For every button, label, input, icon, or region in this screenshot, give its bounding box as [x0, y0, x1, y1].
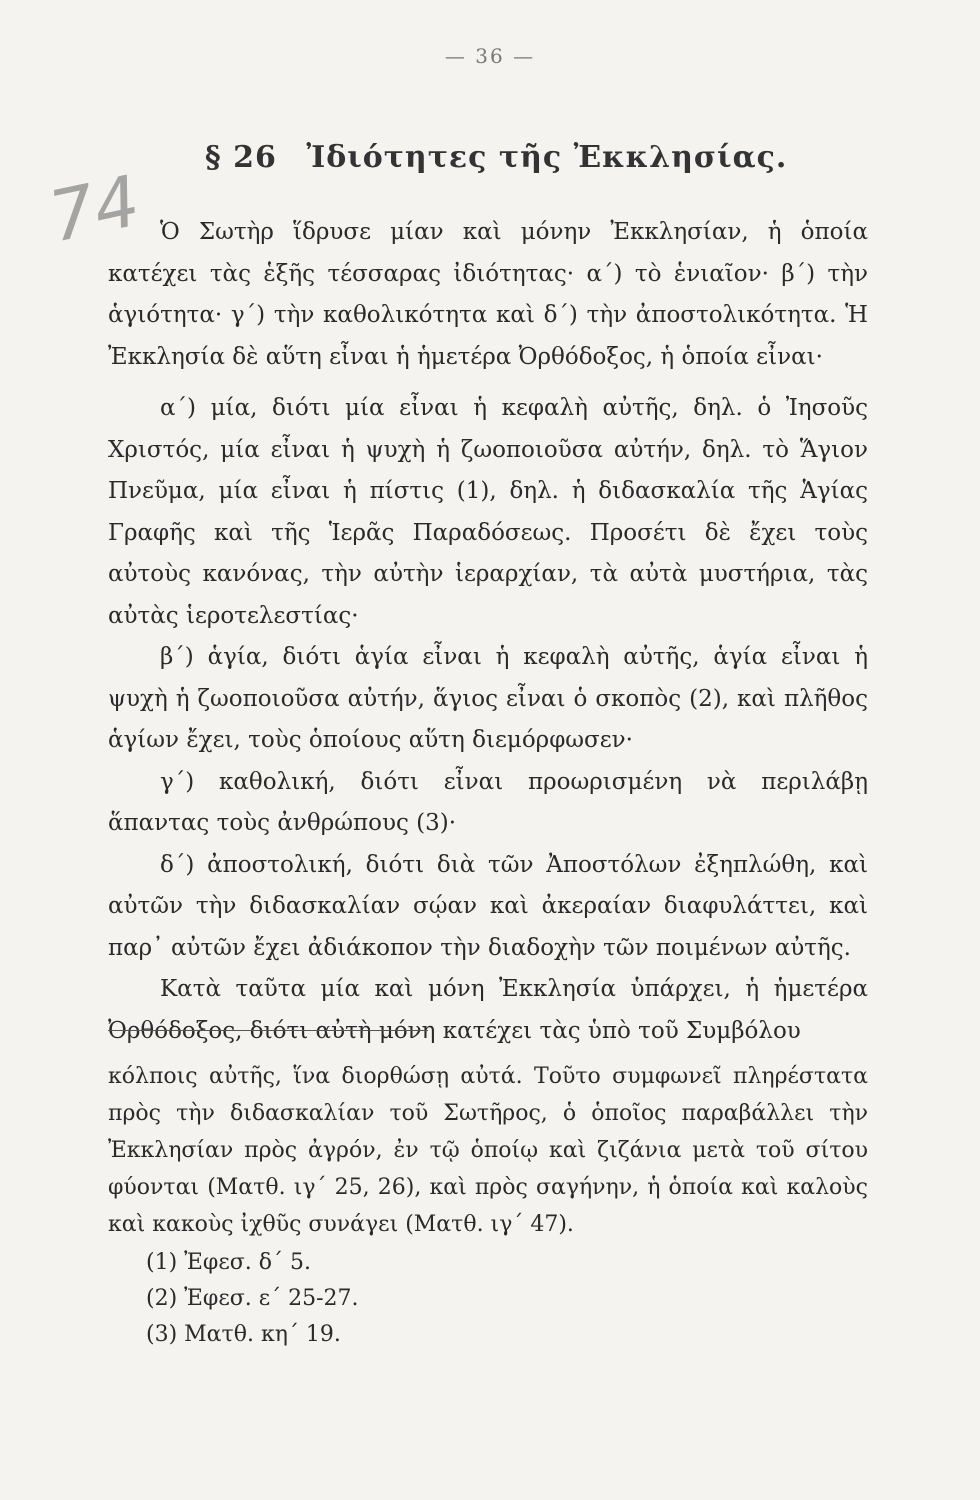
paragraph-catholic: γ΄) καθολική, διότι εἶναι προωρισμένη νὰ περιλάβῃ ἅπαντας τοὺς ἀνθρώπους (3)·: [108, 768, 868, 836]
footnote-list: [108, 1245, 868, 1353]
section-number: § 26: [205, 140, 277, 175]
paragraph-holy: β΄) ἁγία, διότι ἁγία εἶναι ἡ κεφαλὴ αὐτῆς, ἁγία εἶναι ἡ ψυχὴ ἡ ζωοποιοῦσα αὐτήν, ἅγιος εἶναι ὁ σκοπὸς (2), καὶ πλῆθος ἁγίων ἔχει, τοὺς ὁποίους αὕτη διεμόρφωσεν·: [108, 644, 868, 753]
main-text: [108, 212, 868, 1052]
section-heading: [205, 140, 905, 175]
paragraph-intro: Ὁ Σωτὴρ ἵδρυσε μίαν καὶ μόνην Ἐκκλησίαν, ἡ ὁποία κατέχει τὰς ἑξῆς τέσσαρας ἰδιότητας· α΄) τὸ ἑνιαῖον· β΄) τὴν ἁγιότητα· γ΄) τὴν καθολικότητα καὶ δ΄) τὴν ἀποστολικότητα. Ἡ Ἐκκλησία δὲ αὕτη εἶναι ἡ ἡμετέρα Ὀρθόδοξος, ἡ ὁποία εἶναι·: [108, 219, 868, 370]
footnote-1: (1) Ἐφεσ. δ΄ 5.: [146, 1250, 311, 1275]
paragraph-one: α΄) μία, διότι μία εἶναι ἡ κεφαλὴ αὐτῆς, δηλ. ὁ Ἰησοῦς Χριστός, μία εἶναι ἡ ψυχὴ ἡ ζωοποιοῦσα αὐτήν, δηλ. τὸ Ἅγιον Πνεῦμα, μία εἶναι ἡ πίστις (1), δηλ. ἡ διδασκαλία τῆς Ἁγίας Γραφῆς καὶ τῆς Ἱερᾶς Παραδόσεως. Προσέτι δὲ ἔχει τοὺς αὐτοὺς κανόνας, τὴν αὐτὴν ἱεραρχίαν, τὰ αὐτὰ μυστήρια, τὰς αὐτὰς ἱεροτελεστίας·: [108, 395, 868, 629]
handwritten-margin-note: 74: [42, 159, 147, 259]
page-number: — 36 —: [444, 44, 536, 68]
section-title: Ἰδιότητες τῆς Ἐκκλησίας.: [306, 140, 788, 175]
footnote-3: (3) Ματθ. κη΄ 19.: [146, 1322, 341, 1347]
footnotes-area: [108, 1058, 868, 1353]
paragraph-apostolic: δ΄) ἀποστολική, διότι διὰ τῶν Ἀποστόλων ἐξηπλώθη, καὶ αὐτῶν τὴν διδασκαλίαν σῴαν καὶ ἀκεραίαν διαφυλάττει, καὶ παρ᾽ αὐτῶν ἔχει ἀδιάκοπον τὴν διαδοχὴν τῶν ποιμένων αὐτῆς.: [108, 851, 868, 961]
continued-footnote: κόλποις αὐτῆς, ἵνα διορθώσῃ αὐτά. Τοῦτο συμφωνεῖ πληρέστατα πρὸς τὴν διδασκαλίαν τοῦ Σωτῆρος, ὁ ὁποῖος παραβάλλει τὴν Ἐκκλησίαν πρὸς ἀγρόν, ἐν τῷ ὁποίῳ καὶ ζιζάνια μετὰ τοῦ σίτου φύονται (Ματθ. ιγ΄ 25, 26), καὶ πρὸς σαγήνην, ἡ ὁποία καὶ καλοὺς καὶ κακοὺς ἰχθῦς συνάγει (Ματθ. ιγ΄ 47).: [108, 1064, 868, 1237]
footnote-2: (2) Ἐφεσ. ε΄ 25-27.: [146, 1286, 359, 1311]
paragraph-conclusion: Κατὰ ταῦτα μία καὶ μόνη Ἐκκλησία ὑπάρχει, ἡ ἡμετέρα Ὀρθόδοξος, διότι αὐτὴ μόνη κατέχει τὰς ὑπὸ τοῦ Συμβόλου: [108, 976, 868, 1044]
footnote-divider: [108, 1030, 428, 1031]
